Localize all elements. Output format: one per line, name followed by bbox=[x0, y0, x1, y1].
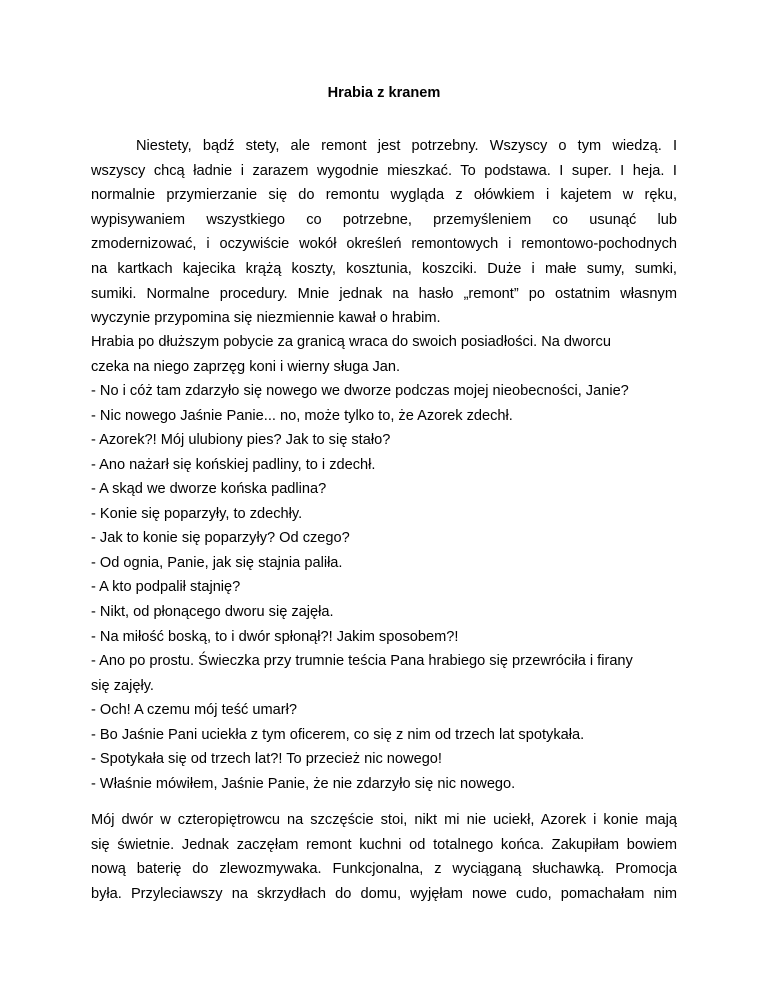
paragraph-line: wszyscy chcą ładnie i zarazem wygodnie mieszkać. To podstawa. I super. I heja. I bbox=[91, 162, 677, 179]
dialogue-line: się zajęły. bbox=[91, 677, 154, 694]
dialogue-line: - Spotykała się od trzech lat?! To przecież nic nowego! bbox=[91, 751, 442, 768]
dialogue-line: czeka na niego zaprzęg koni i wierny sługa Jan. bbox=[91, 358, 401, 375]
dialogue-line: - Nic nowego Jaśnie Panie... no, może tylko to, że Azorek zdechł. bbox=[91, 407, 513, 424]
paragraph-line: wyczynie przypomina się niezmiennie kawał o hrabim. bbox=[91, 310, 441, 327]
dialogue-line: - Ano po prostu. Świeczka przy trumnie teścia Pana hrabiego się przewróciła i firany bbox=[91, 653, 633, 670]
dialogue-line: - Bo Jaśnie Pani uciekła z tym oficerem, co się z nim od trzech lat spotykała. bbox=[91, 726, 585, 743]
joke-dialogue bbox=[91, 330, 677, 796]
paragraph-line: nową baterię do zlewozmywaka. Funkcjonalna, z wyciąganą słuchawką. Promocja bbox=[91, 861, 677, 878]
dialogue-line: - Właśnie mówiłem, Jaśnie Panie, że nie zdarzyło się nic nowego. bbox=[91, 775, 516, 792]
paragraph-line: normalnie przymierzanie się do remontu wygląda z ołówkiem i kajetem w ręku, bbox=[91, 187, 677, 204]
dialogue-line: - Konie się poparzyły, to zdechły. bbox=[91, 505, 303, 522]
dialogue-line: - A skąd we dworze końska padlina? bbox=[91, 481, 327, 498]
document-title: Hrabia z kranem bbox=[327, 85, 441, 101]
dialogue-line: Hrabia po dłuższym pobycie za granicą wraca do swoich posiadłości. Na dworcu bbox=[91, 334, 611, 350]
paragraph-line: wypisywaniem wszystkiego co potrzebne, przemyśleniem co usunąć lub bbox=[91, 211, 677, 228]
dialogue-line: - A kto podpalił stajnię? bbox=[91, 579, 241, 596]
paragraph-line: na kartkach kajecika krążą koszty, kosztunia, koszciki. Duże i małe sumy, sumki, bbox=[91, 260, 677, 277]
dialogue-line: - Ano nażarł się końskiej padliny, to i zdechł. bbox=[91, 456, 376, 473]
dialogue-line: - Jak to konie się poparzyły? Od czego? bbox=[91, 530, 350, 547]
paragraph-line: Mój dwór w czteropiętrowcu na szczęście stoi, nikt mi nie uciekł, Azorek i konie mają bbox=[91, 812, 677, 828]
dialogue-line: - Na miłość boską, to i dwór spłonął?! Jakim sposobem?! bbox=[91, 628, 459, 645]
paragraph-line: była. Przyleciawszy na skrzydłach do domu, wyjęłam nowe cudo, pomachałam nim bbox=[91, 885, 677, 902]
opening-paragraph bbox=[91, 134, 677, 331]
paragraph-line: się świetnie. Jednak zaczęłam remont kuchni od totalnego końca. Zakupiłam bowiem bbox=[91, 836, 677, 853]
dialogue-line: - Od ognia, Panie, jak się stajnia paliła. bbox=[91, 554, 343, 571]
dialogue-line: - Nikt, od płonącego dworu się zajęła. bbox=[91, 604, 334, 621]
paragraph-line: Niestety, bądź stety, ale remont jest potrzebny. Wszyscy o tym wiedzą. I bbox=[136, 138, 677, 154]
paragraph-line: sumiki. Normalne procedury. Mnie jednak na hasło „remont” po ostatnim własnym bbox=[91, 285, 677, 302]
dialogue-line: - Azorek?! Mój ulubiony pies? Jak to się stało? bbox=[91, 432, 391, 449]
dialogue-line: - No i cóż tam zdarzyło się nowego we dworze podczas mojej nieobecności, Janie? bbox=[91, 383, 629, 400]
paragraph-line: zmodernizować, i oczywiście wokół określeń remontowych i remontowo-pochodnych bbox=[91, 236, 677, 253]
closing-paragraph bbox=[91, 808, 677, 906]
dialogue-line: - Och! A czemu mój teść umarł? bbox=[91, 702, 298, 719]
